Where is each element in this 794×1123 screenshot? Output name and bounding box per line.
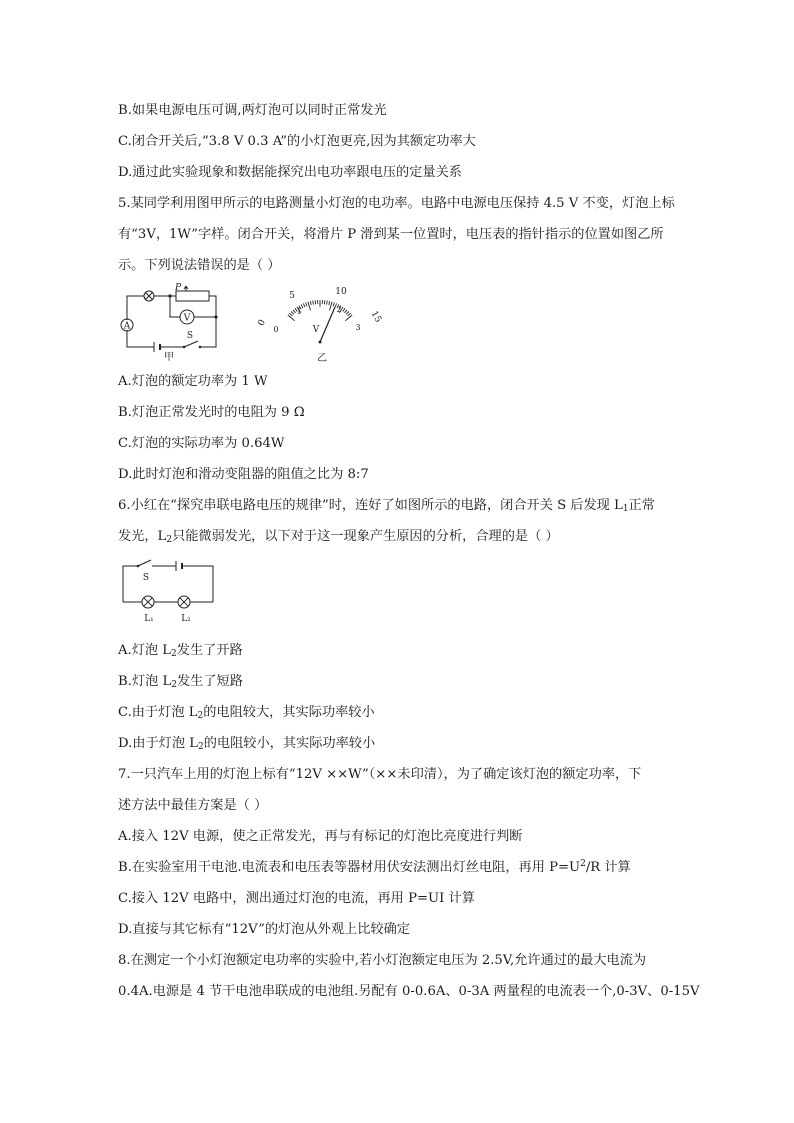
dial-tick xyxy=(288,315,295,321)
q6-option-c: C.由于灯泡 $L_2$的电阻较大，其实际功率较小 xyxy=(118,705,375,721)
q7-stem-line-2: 述方法中最佳方案是（ ） xyxy=(118,798,268,813)
switch-label: S xyxy=(142,573,150,583)
voltmeter-label: V xyxy=(183,313,191,324)
q7-option-c: C.接入 12V 电路中，测出通过灯泡的电流，再用 P=UI 计算 xyxy=(118,891,475,906)
q5-option-c: C.灯泡的实际功率为 0.64W xyxy=(118,436,285,451)
figure-caption-yi: 乙 xyxy=(317,353,327,364)
q8-stem-line-1: 8.在测定一个小灯泡额定电功率的实验中,若小灯泡额定电压为 2.5V,允许通过的最大电流为 xyxy=(118,953,647,968)
q7-option-d: D.直接与其它标有“12V”的灯泡从外观上比较确定 xyxy=(118,922,410,937)
dial-tick xyxy=(310,301,311,305)
slider-label: P xyxy=(174,283,182,293)
q6-option-d: D.由于灯泡 $L_2$的电阻较小，其实际功率较小 xyxy=(118,736,376,752)
q7-option-a: A.接入 12V 电源，使之正常发光，再与有标记的灯泡比亮度进行判断 xyxy=(118,829,523,844)
dial-tick xyxy=(306,303,307,307)
outer-tick-10: 10 xyxy=(335,287,347,297)
dial-tick xyxy=(329,302,332,311)
dial-tick xyxy=(344,310,347,313)
q6-stem-line-1: 6.小红在“探究串联电路电压的规律”时，连好了如图所示的电路，闭合开关 S 后发现 $L_1$正常 xyxy=(118,498,655,514)
dial-tick xyxy=(329,301,330,305)
q4-option-c: C.闭合开关后,“3.8 V 0.3 A”的小灯泡更亮,因为其额定功率大 xyxy=(118,134,476,149)
q7-stem-line-1: 7.一只汽车上用的灯泡上标有“12V ××W”（××未印清），为了确定该灯泡的额定功率，下 xyxy=(118,767,642,782)
q4-option-b: B.如果电源电压可调,两灯泡可以同时正常发光 xyxy=(118,103,387,118)
q5-stem-line-3: 示。下列说法错误的是（ ） xyxy=(118,258,281,273)
inner-tick-2: 2 xyxy=(336,305,342,314)
outer-tick-15: 15 xyxy=(368,309,383,325)
q6-option-a: A.灯泡 $L_2$发生了开路 xyxy=(118,643,243,659)
q6-stem-line-2: 发光，$L_2$只能微弱发光，以下对于这一现象产生原因的分析，合理的是（ ） xyxy=(118,529,559,545)
q6-series-circuit-diagram xyxy=(118,558,218,628)
dial-tick xyxy=(303,303,305,307)
dial-tick xyxy=(308,302,311,311)
q4-option-d: D.通过此实验现象和数据能探究出电功率跟电压的定量关系 xyxy=(118,165,462,180)
figure-caption-jia: 甲 xyxy=(164,352,174,362)
outer-tick-5: 5 xyxy=(289,291,295,301)
switch-label: S xyxy=(186,331,194,341)
q5-stem-line-1: 5.某同学利用图甲所示的电路测量小灯泡的电功率。电路中电源电压保持 4.5 V 不变，灯泡上标 xyxy=(118,196,675,211)
dial-tick xyxy=(333,303,334,307)
q5-option-a: A.灯泡的额定功率为 1 W xyxy=(118,374,268,389)
inner-tick-3: 3 xyxy=(355,323,361,332)
dial-tick xyxy=(346,311,349,314)
dial-unit: V xyxy=(312,325,320,335)
dial-tick xyxy=(343,308,345,311)
q5-circuit-diagram-jia xyxy=(114,282,224,362)
q5-option-d: D.此时灯泡和滑动变阻器的阻值之比为 8:7 xyxy=(118,467,369,482)
dial-tick xyxy=(348,313,351,316)
q8-stem-line-2: 0.4A.电源是 4 节干电池串联成的电池组.另配有 0-0.6A、0-3A 两量程的电流表一个,0-3V、0-15V xyxy=(118,984,700,999)
ammeter-label: A xyxy=(123,321,131,332)
needle xyxy=(320,307,335,342)
inner-tick-0: 0 xyxy=(273,325,279,334)
q6-option-b: B.灯泡 $L_2$发生了短路 xyxy=(118,674,243,690)
dial-tick xyxy=(345,315,352,321)
lamp-l2-label: L₂ xyxy=(181,614,191,624)
q7-option-b: B.在实验室用干电池.电流表和电压表等器材用伏安法测出灯丝电阻，再用 $P=U^2/R$ 计算 xyxy=(118,859,631,875)
lamp-l1-label: L₁ xyxy=(144,614,154,624)
dial-tick xyxy=(289,313,292,316)
dial-tick xyxy=(327,301,328,305)
q5-stem-line-2: 有“3V，1W”字样。闭合开关，将滑片 P 滑到某一位置时，电压表的指针指示的位置如图乙所 xyxy=(118,227,664,242)
dial-tick xyxy=(291,311,294,314)
dial-tick xyxy=(313,301,314,305)
q5-option-b: B.灯泡正常发光时的电阻为 9 Ω xyxy=(118,405,305,420)
outer-tick-0: 0 xyxy=(256,318,268,328)
inner-tick-1: 1 xyxy=(296,307,302,316)
q5-voltmeter-dial-yi xyxy=(250,280,390,366)
dial-tick xyxy=(293,310,296,313)
